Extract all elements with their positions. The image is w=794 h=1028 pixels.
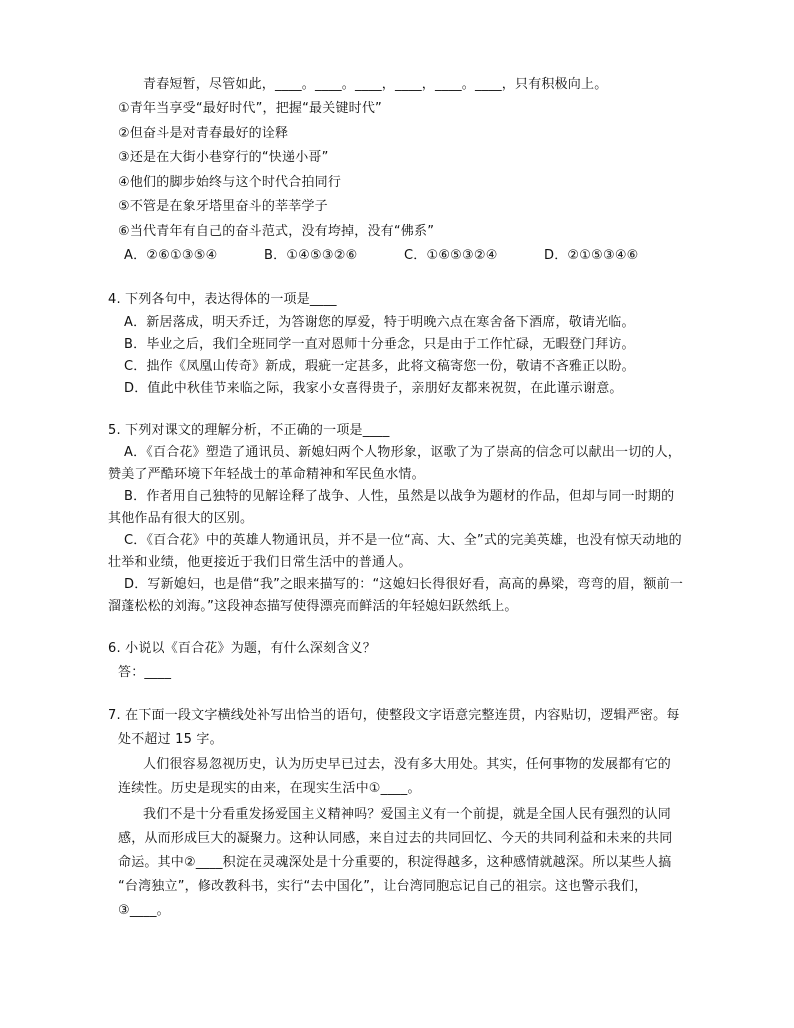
q5-stem: 5. 下列对课文的理解分析，不正确的一项是____: [108, 423, 390, 438]
q3-options: [124, 246, 639, 266]
q5-option-b: B．作者用自己独特的见解诠释了战争、人性，虽然是以战争为题材的作品，但却与同一时期的: [124, 489, 675, 504]
q6-answer: 答：____: [118, 665, 172, 680]
q7-paragraph-line: 人们很容易忽视历史，认为历史早已过去，没有多大用处。其实，任何事物的发展都有它的: [143, 757, 672, 772]
q7-paragraph-line: “台湾独立”，修改教科书，实行“去中国化”，让台湾同胞忘记自己的祖宗。这也警示我们，: [118, 879, 648, 894]
q4-option-b: B．毕业之后，我们全班同学一直对恩师十分垂念，只是由于工作忙碌，无暇登门拜访。: [124, 337, 635, 352]
q5-option-b-cont: 其他作品有很大的区别。: [108, 511, 254, 526]
q3-option-c: C．①⑥⑤③②④: [404, 248, 498, 263]
q5-option-a-cont: 赞美了严酷环境下年轻战士的革命精神和军民鱼水情。: [108, 467, 425, 482]
q6-stem: 6. 小说以《百合花》为题，有什么深刻含义？: [108, 641, 376, 656]
q7-paragraph-line: 连续性。历史是现实的由来，在现实生活中①____。: [118, 781, 421, 796]
q7-paragraph-line: 我们不是十分看重发扬爱国主义精神吗？爱国主义有一个前提，就是全国人民有强烈的认同: [143, 807, 672, 822]
q7-stem: 7. 在下面一段文字横线处补写出恰当的语句，使整段文字语意完整连贯，内容贴切，逻辑严密。每: [108, 708, 680, 723]
q5-option-c: C．《百合花》中的英雄人物通讯员，并不是一位“高、大、全”式的完美英雄，也没有惊天动地的: [124, 533, 682, 548]
q3-item: ⑥当代青年有自己的奋斗范式，没有垮掉，没有“佛系”: [118, 224, 435, 239]
q3-item: ④他们的脚步始终与这个时代合拍同行: [118, 175, 342, 190]
q5-option-d-cont: 溜蓬松松的刘海。”这段神态描写使得漂亮而鲜活的年轻媳妇跃然纸上。: [108, 599, 518, 614]
q3-option-b: B．①④⑤③②⑥: [264, 248, 358, 263]
q4-option-d: D．值此中秋佳节来临之际，我家小女喜得贵子，亲朋好友都来祝贺，在此谨示谢意。: [124, 381, 623, 396]
q4-option-a: A．新居落成，明天乔迁，为答谢您的厚爱，特于明晚六点在寒舍备下酒席，敬请光临。: [124, 315, 635, 330]
q7-stem-cont: 处不超过 15 字。: [118, 732, 223, 747]
q5-option-a: A．《百合花》塑造了通讯员、新媳妇两个人物形象，讴歌了为了崇高的信念可以献出一切的人，: [124, 445, 681, 460]
q7-paragraph-line: 命运。其中②____积淀在灵魂深处是十分重要的，积淀得越多，这种感情就越深。所以某些人搞: [118, 855, 672, 870]
q3-item: ①青年当享受“最好时代”，把握“最关键时代”: [118, 101, 382, 116]
q5-option-c-cont: 壮举和业绩，他更接近于我们日常生活中的普通人。: [108, 555, 412, 570]
q3-option-a: A．②⑥①③⑤④: [124, 248, 218, 263]
q3-item: ⑤不管是在象牙塔里奋斗的莘莘学子: [118, 199, 328, 214]
q4-option-c: C．拙作《凤凰山传奇》新成，瑕疵一定甚多，此将文稿寄您一份，敬请不吝雅正以盼。: [124, 359, 635, 374]
q7-paragraph-line: ③____。: [118, 903, 170, 918]
q3-item: ②但奋斗是对青春最好的诠释: [118, 126, 289, 141]
q3-item: ③还是在大街小巷穿行的“快递小哥”: [118, 150, 329, 165]
q4-stem: 4. 下列各句中，表达得体的一项是____: [108, 292, 337, 307]
q3-option-d: D．②①⑤③④⑥: [544, 248, 639, 263]
q5-option-d: D．写新媳妇，也是借“我”之眼来描写的：“这媳妇长得很好看，高高的鼻梁，弯弯的眉，额前一: [124, 577, 684, 592]
q7-paragraph-line: 感，从而形成巨大的凝聚力。这种认同感，来自过去的共同回忆、今天的共同利益和未来的共同: [118, 831, 673, 846]
q3-stem: 青春短暂，尽管如此，____。____。____，____，____。____，只有积极向上。: [143, 77, 608, 92]
